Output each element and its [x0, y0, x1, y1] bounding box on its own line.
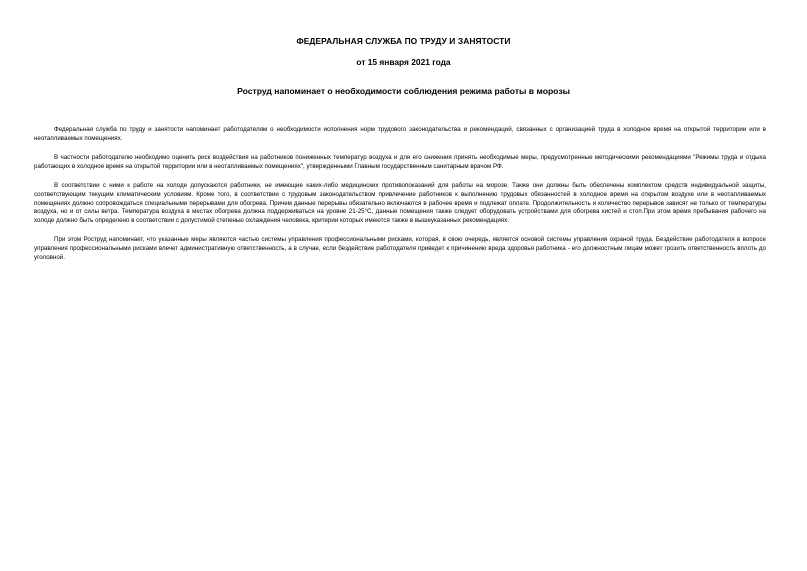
document-body	[34, 126, 766, 273]
paragraph: Федеральная служба по труду и занятости напоминает работодателям о необходимости исполнения норм трудового законодательства и рекомендаций, связанных с организацией труда в холодное время на открытой территории или в неотапливаемых помещениях.	[34, 126, 766, 142]
document-date: от 15 января 2021 года	[356, 57, 451, 67]
paragraph: При этом Роструд напоминает, что указанные меры являются частью системы управления профессиональными рисками, которая, в свою очередь, является основой системы управления охраной труда. Бездействие работодателя в вопросе управления профессиональными рисками влечет административную ответственность, а в случае, если бездействие работодателя приведет к причинению вреда здоровья работника - его должностным лицам может грозить ответственность вплоть до уголовной.	[34, 236, 766, 261]
document-title: Роструд напоминает о необходимости соблюдения режима работы в морозы	[237, 86, 570, 96]
paragraph: В частности работодателю необходимо оценить риск воздействия на работников пониженных температур воздуха и для его снижения принять необходимые меры, предусмотренные методическими рекомендациями "Режимы труда и отдыха работающих в холодное время на открытой территории или в неотапливаемых помещениях", утвержденными Главным государственным санитарным врачом РФ.	[34, 154, 766, 170]
paragraph: В соответствии с ними к работе на холоде допускаются работники, не имеющие каких-либо медицинских противопоказаний для работы на морозе. Также они должны быть обеспечены комплектом средств индивидуальной защиты, соответствующим текущим климатическим условиям. Кроме того, в соответствии с трудовым законодательством привлечение работников к выполнению трудовых обязанностей в холодное время на открытом воздухе или в неотапливаемых помещениях должно сопровождаться специальными перерывами для обогрева. Причем данные перерывы обязательно включаются в рабочее время и подлежат оплате. Продолжительность и количество перерывов зависят не только от температуры воздуха, но и от силы ветра. Температура воздуха в местах обогрева должна поддерживаться на уровне 21-25°С, данные помещения также следует оборудовать устройствами для обогрева кистей и стоп.При этом время пребывания рабочего на холоде должно быть определено в соответствии с допустимой степенью охлаждения человека, критерии которых имеются также в вышеуказанных рекомендациях.	[34, 182, 766, 224]
organization-heading: ФЕДЕРАЛЬНАЯ СЛУЖБА ПО ТРУДУ И ЗАНЯТОСТИ	[296, 36, 511, 46]
